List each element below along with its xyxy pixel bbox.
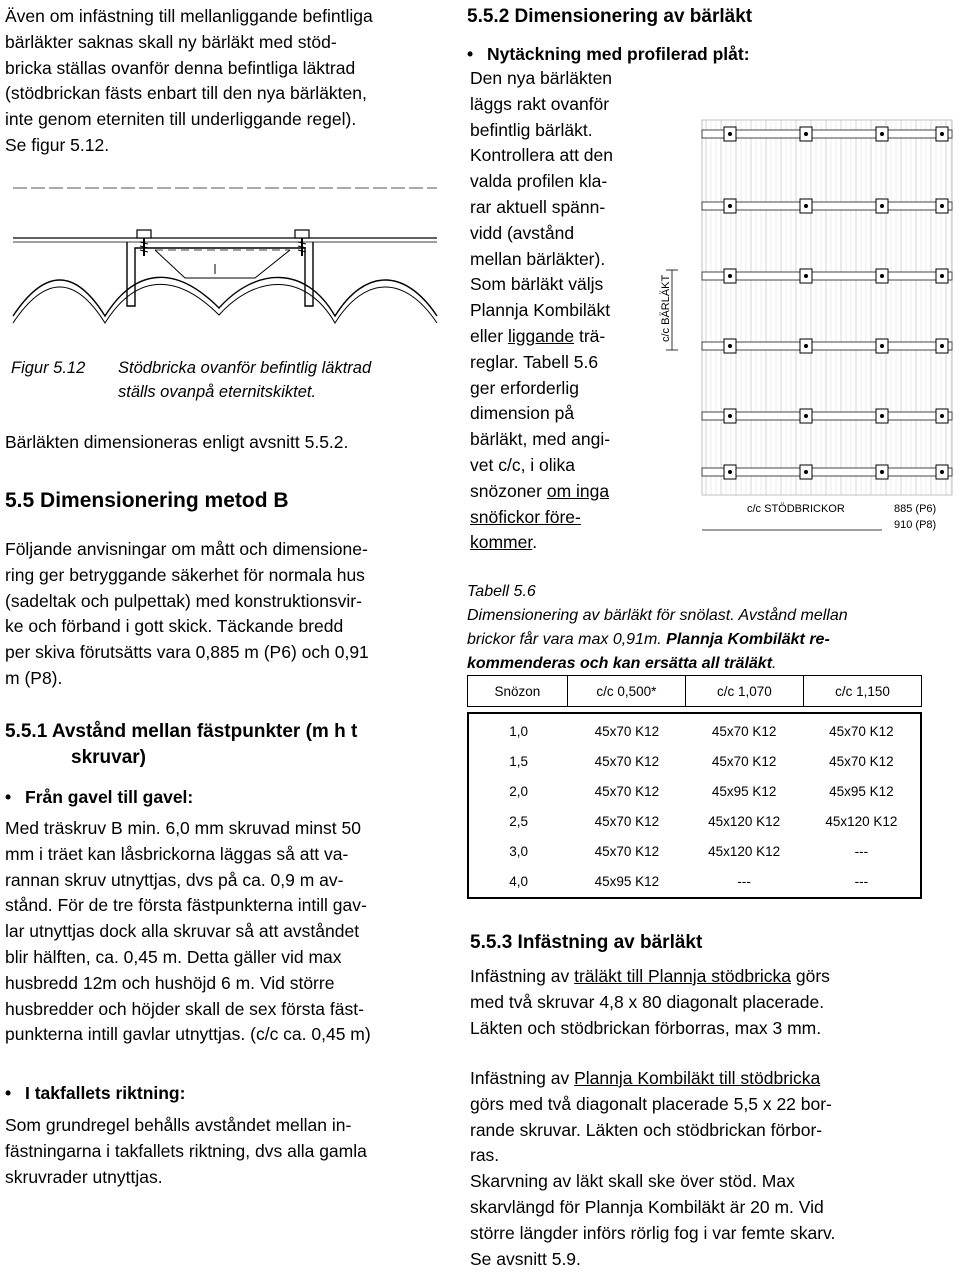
text-line: Den nya bärläkten bbox=[470, 68, 613, 88]
table-cell: 1,5 bbox=[509, 753, 528, 769]
section-5-5-title: 5.5 Dimensionering metod B bbox=[5, 489, 289, 512]
screw-icon bbox=[295, 230, 309, 256]
screw-icon bbox=[880, 470, 884, 474]
text-line: större längder införs rörlig fog i var femte skarv. bbox=[470, 1222, 836, 1243]
figure-5-12-drawing bbox=[5, 178, 445, 338]
plat-paragraph bbox=[470, 66, 670, 556]
screw-icon bbox=[880, 344, 884, 348]
text-line: med två skruvar 4,8 x 80 diagonalt placerade. bbox=[470, 991, 825, 1012]
table-cell: 45x70 K12 bbox=[594, 813, 660, 829]
batten bbox=[702, 342, 952, 350]
figure-label: Figur 5.12 bbox=[11, 359, 86, 377]
text-line: Även om infästning till mellanliggande befintliga bbox=[5, 6, 373, 26]
batten bbox=[702, 468, 952, 476]
screw-icon bbox=[804, 204, 808, 208]
text-line bbox=[470, 964, 957, 990]
table-cell: 45x95 K12 bbox=[711, 783, 777, 799]
table-header-row bbox=[468, 676, 922, 707]
screw-icon bbox=[804, 470, 808, 474]
screw-icon bbox=[940, 204, 944, 208]
text-line: Läkten och stödbrickan förborras, max 3 mm. bbox=[470, 1017, 822, 1038]
table-cell: 45x120 K12 bbox=[825, 813, 898, 829]
table-cell: 2,0 bbox=[509, 783, 528, 799]
table-row bbox=[469, 836, 920, 866]
batten-layout-drawing bbox=[652, 110, 957, 550]
caption-line bbox=[467, 628, 957, 652]
text-line bbox=[470, 530, 670, 556]
table-row bbox=[469, 746, 920, 776]
stodbrickor-label: c/c STÖDBRICKOR bbox=[747, 503, 845, 515]
text-line: Skarvning av läkt skall ske över stöd. Max bbox=[470, 1171, 795, 1192]
text-line: görs med två diagonalt placerade 5,5 x 22 bor- bbox=[470, 1093, 832, 1114]
text-line: Kontrollera att den bbox=[470, 145, 614, 166]
text-line: Som grundregel behålls avståndet mellan in- bbox=[5, 1115, 352, 1135]
table-cell: 45x70 K12 bbox=[594, 843, 660, 859]
screw-icon bbox=[804, 132, 808, 136]
section-5-5-3-paragraph-a bbox=[470, 964, 957, 1041]
text-line: ring ger betryggande säkerhet för normala hus bbox=[5, 564, 365, 585]
text-line: (sadeltak och pulpettak) med konstruktionsvir- bbox=[5, 590, 362, 611]
text-span: brickor får vara max 0,91m. bbox=[467, 631, 667, 648]
table-cell: 2,5 bbox=[509, 813, 528, 829]
text-span: Infästning av bbox=[470, 966, 575, 986]
text-line: mm i träet kan låsbrickorna läggas så att va- bbox=[5, 843, 349, 864]
text-line: m (P8). bbox=[5, 667, 63, 688]
batten bbox=[702, 412, 952, 420]
gavel-paragraph bbox=[5, 816, 450, 1048]
text-line: ke och förband i gott skick. Täckande bredd bbox=[5, 616, 344, 637]
text-line: bricka ställas ovanför denna befintliga läktrad bbox=[5, 57, 356, 78]
text-line: valda profilen kla- bbox=[470, 171, 608, 192]
screw-icon bbox=[880, 132, 884, 136]
screw-icon bbox=[728, 274, 732, 278]
text-line: blir hälften, ca. 0,45 m. Detta gäller vid max bbox=[5, 946, 342, 967]
table-cell: 3,0 bbox=[509, 843, 528, 859]
table-cell: 45x95 K12 bbox=[829, 783, 894, 799]
table-row bbox=[469, 866, 920, 896]
table-row bbox=[469, 776, 920, 806]
screw-icon bbox=[804, 274, 808, 278]
text-line: Se avsnitt 5.9. bbox=[470, 1248, 581, 1269]
text-span: Infästning av bbox=[470, 1068, 575, 1088]
text-line: dimension på bbox=[470, 403, 575, 424]
screw-icon bbox=[940, 344, 944, 348]
table-cell: 45x70 K12 bbox=[711, 753, 777, 769]
screw-icon bbox=[728, 414, 732, 418]
underlined-text: träläkt till Plannja stödbricka bbox=[574, 966, 792, 986]
text-line: befintlig bärläkt. bbox=[470, 119, 593, 140]
text-line: (stödbrickan fästs enbart till den nya bärläkten, bbox=[5, 83, 367, 104]
table-cell: --- bbox=[737, 873, 751, 889]
text-span: eller bbox=[470, 325, 508, 346]
section-5-5-2-title: 5.5.2 Dimensionering av bärläkt bbox=[467, 6, 753, 27]
text-line: skruvrader utnyttjas. bbox=[5, 1166, 163, 1187]
heading-line: skruvar) bbox=[71, 747, 146, 768]
text-span: . bbox=[532, 532, 538, 553]
text-line: husbredder och höjder skall de sex första fäst- bbox=[5, 998, 364, 1019]
sheet-outline bbox=[702, 120, 952, 495]
table-body bbox=[469, 716, 920, 896]
bold-text: kommenderas och kan ersätta all träläkt bbox=[467, 655, 773, 672]
bullet-plat: • Nytäckning med profilerad plåt: bbox=[467, 41, 750, 67]
corrugated-sheet bbox=[13, 277, 437, 316]
text-line bbox=[470, 1066, 957, 1092]
section-5-5-3-title: 5.5.3 Infästning av bärläkt bbox=[470, 932, 703, 953]
text-line: inte genom eterniten till underliggande regel). bbox=[5, 109, 357, 130]
table-cell: --- bbox=[854, 843, 869, 859]
screw-icon bbox=[940, 414, 944, 418]
snow-load-table-header bbox=[467, 675, 922, 707]
text-line bbox=[470, 324, 670, 350]
snow-load-table-body bbox=[467, 712, 922, 899]
figure-caption bbox=[118, 356, 448, 404]
text-line: mellan bärläkter). bbox=[470, 248, 606, 269]
table-header-cell: c/c 1,150 bbox=[803, 676, 921, 707]
text-line: Med träskruv B min. 6,0 mm skruvad minst 50 bbox=[5, 818, 361, 838]
text-line: bärläkt, med angi- bbox=[470, 429, 611, 450]
screw-icon bbox=[940, 470, 944, 474]
table-cell: 45x70 K12 bbox=[829, 723, 894, 739]
table-header-cell: c/c 0,500* bbox=[567, 676, 685, 707]
table-cell: 45x70 K12 bbox=[594, 753, 660, 769]
text-line: ger erforderlig bbox=[470, 377, 579, 398]
sheet-ribs bbox=[702, 120, 952, 495]
screw-icon bbox=[940, 132, 944, 136]
caption-line bbox=[467, 652, 957, 676]
underlined-text: liggande bbox=[507, 325, 575, 346]
text-line: stånd. För de tre första fästpunkterna intill gav- bbox=[5, 895, 367, 916]
text-line: punkterna intill gavlar utnyttjas. (c/c ca. 0,45 m) bbox=[5, 1024, 371, 1045]
screw-icon bbox=[728, 204, 732, 208]
table-cell: 45x120 K12 bbox=[708, 843, 781, 859]
p6-label: 885 (P6) bbox=[894, 503, 937, 515]
section-5-5-1-title bbox=[5, 719, 450, 771]
caption-line: Dimensionering av bärläkt för snölast. Avstånd mellan bbox=[467, 607, 848, 624]
batten bbox=[702, 130, 952, 138]
table-cell: 45x70 K12 bbox=[594, 723, 660, 739]
text-line: skarvlängd för Plannja Kombiläkt är 20 m. Vid bbox=[470, 1196, 824, 1217]
bullet-takfall: • I takfallets riktning: bbox=[5, 1080, 185, 1106]
table-header-cell: c/c 1,070 bbox=[685, 676, 803, 707]
corrugated-sheet bbox=[13, 284, 437, 323]
table-cell: --- bbox=[854, 873, 869, 889]
text-line: fästningarna i takfallets riktning, dvs alla gamla bbox=[5, 1140, 367, 1161]
text-line: ras. bbox=[470, 1145, 500, 1166]
intro-paragraph bbox=[5, 4, 450, 159]
text-span: trä- bbox=[574, 325, 606, 346]
text-span: . bbox=[772, 655, 777, 672]
table-cell: 45x120 K12 bbox=[708, 813, 781, 829]
screw-icon bbox=[880, 204, 884, 208]
underlined-text: snöfickor före- bbox=[470, 506, 581, 527]
screw-icon bbox=[804, 414, 808, 418]
takfall-paragraph bbox=[5, 1113, 450, 1190]
text-line: bärläkter saknas skall ny bärläkt med stöd- bbox=[5, 31, 337, 52]
text-line bbox=[470, 479, 670, 505]
text-line: Som bärläkt väljs bbox=[470, 274, 604, 295]
table-label: Tabell 5.6 bbox=[467, 583, 536, 600]
section-5-5-3-paragraph-b bbox=[470, 1066, 957, 1272]
dimension-ref: Bärläkten dimensioneras enligt avsnitt 5.5.2. bbox=[5, 432, 349, 452]
text-span: snözoner bbox=[470, 480, 547, 501]
table-header-cell: Snözon bbox=[468, 676, 568, 707]
battens bbox=[702, 127, 952, 479]
text-line: Plannja Kombiläkt bbox=[470, 300, 611, 321]
text-line: vidd (avstånd bbox=[470, 222, 575, 243]
underlined-text: Plannja Kombiläkt till stödbricka bbox=[574, 1068, 821, 1088]
table-cell: 1,0 bbox=[509, 723, 528, 739]
text-line: lar utnyttjas dock alla skruvar så att avståndet bbox=[5, 921, 360, 942]
table-row bbox=[469, 806, 920, 836]
bullet-gavel: • Från gavel till gavel: bbox=[5, 784, 193, 810]
screw-icon bbox=[728, 132, 732, 136]
table-cell: 45x70 K12 bbox=[711, 723, 777, 739]
screw-icon bbox=[880, 414, 884, 418]
underlined-text: kommer bbox=[470, 532, 533, 553]
support-bracket bbox=[127, 242, 313, 306]
caption-line: Stödbricka ovanför befintlig läktrad bbox=[118, 359, 372, 377]
bold-text: Plannja Kombiläkt re- bbox=[666, 631, 830, 648]
text-span: görs bbox=[791, 966, 830, 986]
text-line: reglar. Tabell 5.6 bbox=[470, 351, 599, 372]
text-line: rar aktuell spänn- bbox=[470, 196, 606, 217]
table-cell: 4,0 bbox=[509, 873, 528, 889]
screw-icon bbox=[940, 274, 944, 278]
table-caption bbox=[467, 580, 957, 676]
table-cell: 45x70 K12 bbox=[594, 783, 660, 799]
text-line bbox=[470, 505, 670, 531]
caption-line: ställs ovanpå eternitskiktet. bbox=[118, 383, 317, 401]
underlined-text: om inga bbox=[546, 480, 610, 501]
screw-icon bbox=[728, 470, 732, 474]
batten bbox=[702, 272, 952, 280]
batten bbox=[702, 202, 952, 210]
snow-load-table bbox=[469, 716, 920, 896]
screw-icon bbox=[804, 344, 808, 348]
screw-icon bbox=[728, 344, 732, 348]
text-line: läggs rakt ovanför bbox=[470, 93, 610, 114]
p8-label: 910 (P8) bbox=[894, 519, 937, 531]
text-line: per skiva förutsätts vara 0,885 m (P6) och 0,91 bbox=[5, 642, 369, 663]
text-line: rande skruvar. Läkten och stödbrickan förbor- bbox=[470, 1119, 823, 1140]
table-cell: 45x70 K12 bbox=[829, 753, 894, 769]
section-5-5-paragraph bbox=[5, 537, 450, 692]
table-row bbox=[469, 716, 920, 746]
text-line: rannan skruv utnyttjas, dvs på ca. 0,9 m av- bbox=[5, 869, 344, 890]
text-line: Se figur 5.12. bbox=[5, 134, 110, 155]
table-cell: 45x95 K12 bbox=[594, 873, 660, 889]
text-line: vet c/c, i olika bbox=[470, 454, 576, 475]
heading-line: 5.5.1 Avstånd mellan fästpunkter (m h t bbox=[5, 721, 358, 742]
text-line: Följande anvisningar om mått och dimensione- bbox=[5, 539, 368, 559]
text-line: husbredd 12m och hushöjd 6 m. Vid större bbox=[5, 972, 335, 993]
screw-icon bbox=[880, 274, 884, 278]
screw-icon bbox=[137, 230, 151, 256]
barlakt-label: c/c BÄRLÄKT bbox=[660, 274, 672, 342]
